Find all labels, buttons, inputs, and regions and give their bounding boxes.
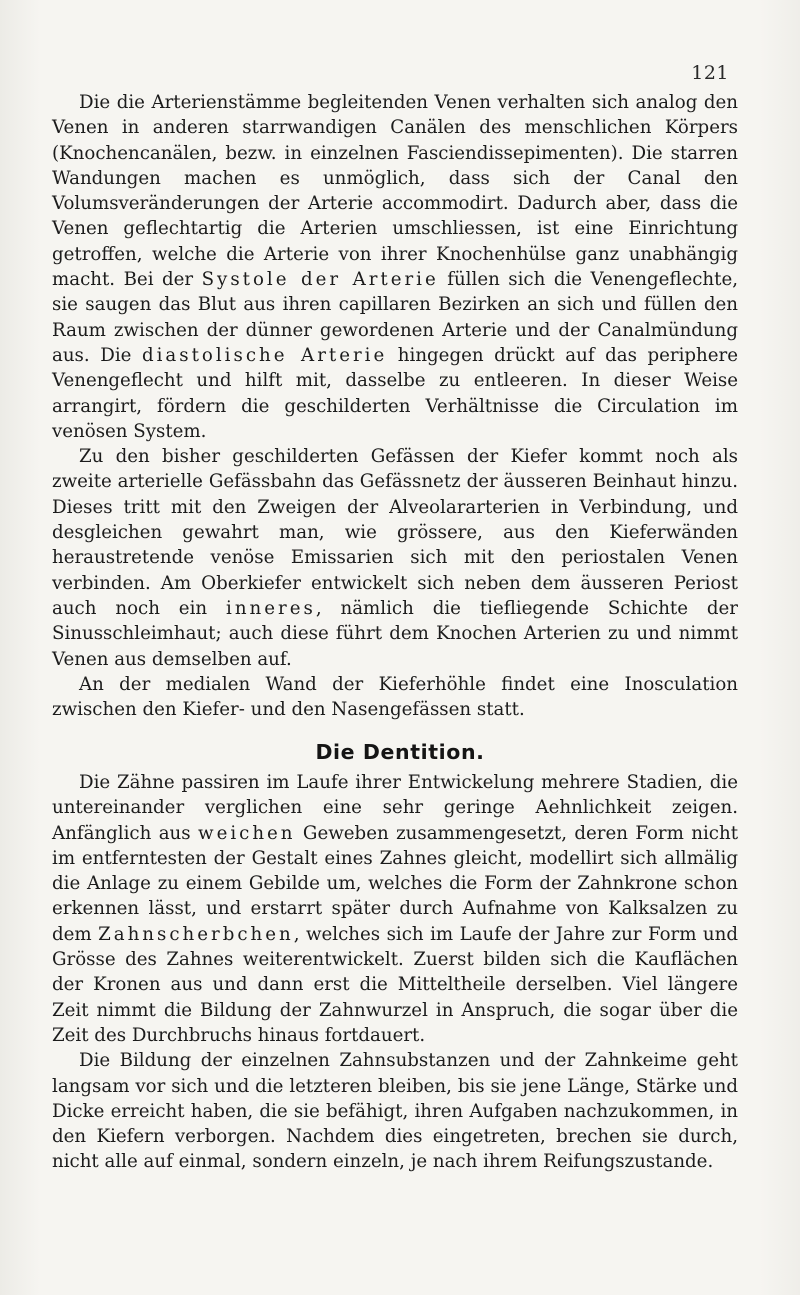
paragraph-eruption: Die Bildung der einzelnen Zahnsubstanzen und der Zahnkeime geht langsam vor sich und die letzteren bleiben, bis sie jene Länge, Stärke und Dicke erreicht haben, die sie befähigt, ihren Aufgaben nachzukommen, in den Kiefern verborgen. Nachdem dies eingetreten, brechen sie durch, nicht alle auf einmal, sondern einzeln, je nach ihrem Reifungszustande. [52,1050,738,1173]
section-heading: Die Dentition. [315,740,485,764]
text-run: füllen sich die Venengeflechte, sie saugen das Blut aus ihren capillaren Bezirken an sich und füllen den Raum zwischen der dünner gewordenen Arterie und der Canalmündung aus. Die [52,269,738,366]
emphasis-diastole: diastolische Arterie [141,344,388,366]
section-vessels [52,90,738,722]
text-run: , welches sich im Laufe der Jahre zur Form und Grösse des Zahnes weiterentwickelt. Zuerst bilden sich die Kauflächen der Kronen aus und dann erst die Mitteltheile derselben. Viel längere Zeit nimmt die Bildung der Zahnwurzel in Anspruch, die sogar über die Zeit des Durchbruchs hinaus fortdauert. [52,923,738,1046]
text-run: , nämlich die tiefliegende Schichte der Sinusschleimhaut; auch diese führt dem Knochen Arterien zu und nimmt Venen aus demselben auf. [52,597,738,670]
text-run: Geweben zusammengesetzt, deren Form nicht im entferntesten der Gestalt eines Zahnes gleicht, modellirt sich allmälig die Anlage zu einem Gebilde um, welches die Form der Zahnkrone schon erkennen lässt, und erstarrt später durch Aufnahme von Kalksalzen zu dem [52,822,739,945]
paragraph-inosculation: An der medialen Wand der Kieferhöhle findet eine Inosculation zwischen den Kiefer- und den Nasengefässen statt. [52,673,738,721]
text-run: Zu den bisher geschilderten Gefässen der Kiefer kommt noch als zweite arterielle Gefässbahn das Gefässnetz der äusseren Beinhaut hinzu. Dieses tritt mit den Zweigen der Alveolararterien in Verbindung, und desgleichen gewahrt man, wie grössere, aus den Kieferwänden heraustretende venöse Emissarien sich mit den periostalen Venen verbinden. Am Oberkiefer entwickelt sich neben dem äusseren Periost auch noch ein [52,446,738,619]
emphasis-systole: Systole der Arterie [201,269,439,291]
paragraph-veins [52,90,738,444]
text-run: Die Zähne passiren im Laufe ihrer Entwickelung mehrere Stadien, die untereinander verglichen eine sehr geringe Aehnlichkeit zeigen. Anfänglich aus [52,772,738,844]
section-dentition [52,770,738,1175]
page-number: 121 [691,62,729,84]
emphasis-inneres: inneres [226,597,316,619]
emphasis-weichen: weichen [198,822,296,844]
emphasis-zahnscherbchen: Zahnscherbchen [98,923,294,945]
text-run: Die die Arterienstämme begleitenden Venen verhalten sich analog den Venen in anderen starrwandigen Canälen des menschlichen Körpers (Knochencanälen, bezw. in einzelnen Fasciendissepimenten). Die starren Wandungen machen es unmöglich, dass sich der Canal den Volumsveränderungen der Arterie accommodirt. Dadurch aber, dass die Venen geflechtartig die Arterien umschliessen, ist eine Einrichtung getroffen, welche die Arterie von ihrer Knochenhülse ganz unabhängig macht. Bei der [52,92,738,291]
text-run: hingegen drückt auf das periphere Venengeflecht und hilft mit, dasselbe zu entleeren. In dieser Weise arrangirt, fördern die geschilderten Verhältnisse die Circulation im venösen System. [52,344,738,442]
paragraph-stages [52,770,738,1048]
paragraph-periosteum [52,444,738,672]
